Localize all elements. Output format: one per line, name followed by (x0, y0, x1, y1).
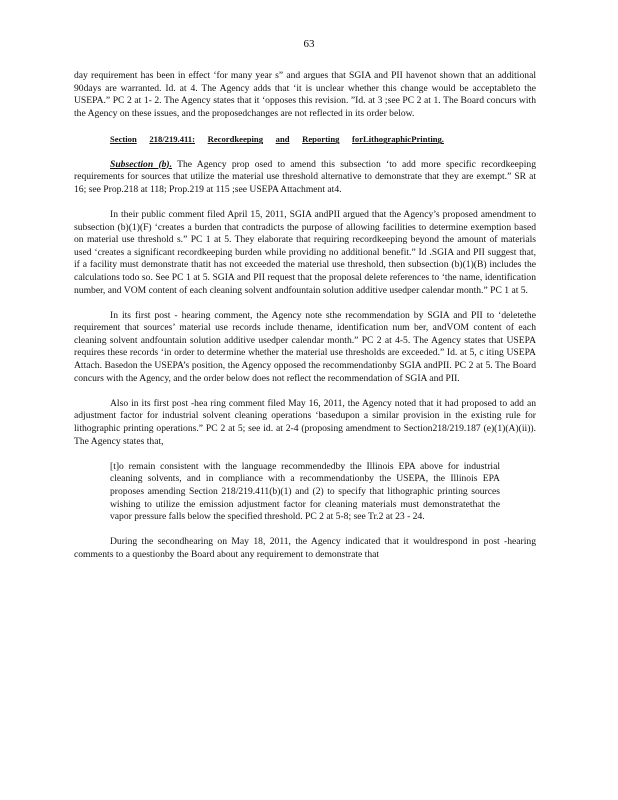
heading-word: and (275, 134, 290, 145)
heading-word: Section (110, 134, 137, 145)
subsection-text: The Agency prop osed to amend this subsection ‘to add more specific recordkeeping requirements for sources that utilize the material use threshold alternative to demonstrate that they are exempt.” SR at 16; see Prop.218 at 118; Prop.219 at 115 ;see USEPA Attachment at4. (74, 158, 536, 195)
page-number: 63 (303, 38, 315, 50)
heading-word: 218/219.411: (149, 134, 195, 145)
subsection-label: Subsection (b). (110, 158, 173, 170)
section-heading (74, 133, 536, 146)
paragraph-second-hearing: During the secondhearing on May 18, 2011, the Agency indicated that it wouldrespond in post -hearing comments to a questionby the Board about any requirement to demonstrate that (74, 536, 536, 560)
paragraph-public-comment: In their public comment filed April 15, 2011, SGIA andPII argued that the Agency’s proposed amendment to subsection (b)(1)(F) ‘creates a burden that contradicts the purpose of allowing facilities to determine exemption based on material use threshold s.” PC 1 at 5. They elaborate that requiring recordkeeping beyond the amount of materials used ‘creates a significant recordkeeping burden while providing no additional benefit.” Id .SGIA and PII suggest that, if a facility must demonstrate thatit has not exceeded the material use threshold, then subsection (b)(1)(B) includes the calculations todo so. See PC 1 at 5. SGIA and PII request that the proposal delete references to ‘the name, identification number, and VOM content of each cleaning solvent andfountain solution additive usedper calendar month.” PC 1 at 5. (74, 208, 536, 296)
paragraph-first-post-hearing: In its first post - hearing comment, the Agency note sthe recommendation by SGIA and PII to ‘deletethe requirement that sources’ material use records include thename, identification num ber, andVOM content of each cleaning solvent andfountain solution additive usedper calendar month.” PC 2 at 4-5. The Agency states that USEPA requires these records ‘in order to determine whether the material use thresholds are exceeded.” Id. at 5, c iting USEPA Attach. Basedon the USEPA’s position, the Agency opposed the recommendationby SGIA andPII. PC 2 at 5. The Board concurs with the Agency, and the order below does not reflect the recommendation of SGIA and PII. (74, 309, 536, 384)
heading-word: forLithographicPrinting. (352, 134, 444, 145)
heading-word: Reporting (302, 134, 340, 145)
heading-word: Recordkeeping (207, 134, 264, 145)
paragraph-subsection-b (74, 159, 536, 197)
block-quote: [t]o remain consistent with the language recommendedby the Illinois EPA above for industrial cleaning solvents, and in compliance with a recommendationby the USEPA, the Illinois EPA proposes amending Section 218/219.411(b)(1) and (2) to specify that lithographic printing sources wishing to utilize the emission adjustment factor for cleaning materials must demonstratethat the vapor pressure falls below the specified threshold. PC 2 at 5-8; see Tr.2 at 23 - 24. (110, 460, 500, 523)
paragraph-continued: day requirement has been in effect ‘for many year s” and argues that SGIA and PII havenot shown that an additional 90days are warranted. Id. at 4. The Agency adds that ‘it is unclear whether this change would be acceptableto the USEPA.” PC 2 at 1- 2. The Agency states that it ‘opposes this revision. ”Id. at 3 ;see PC 2 at 1. The Board concurs with the Agency on these issues, and the proposedchanges are not reflected in its order below. (74, 70, 536, 119)
paragraph-adjustment-factor: Also in its first post -hea ring comment filed May 16, 2011, the Agency noted that it had proposed to add an adjustment factor for industrial solvent cleaning operations ‘basedupon a similar provision in the existing rule for lithographic printing operations.” PC 2 at 5; see id. at 2-4 (proposing amendment to Section218/219.187 (e)(1)(A)(ii)). The Agency states that, (74, 397, 536, 447)
document-body (74, 70, 536, 562)
